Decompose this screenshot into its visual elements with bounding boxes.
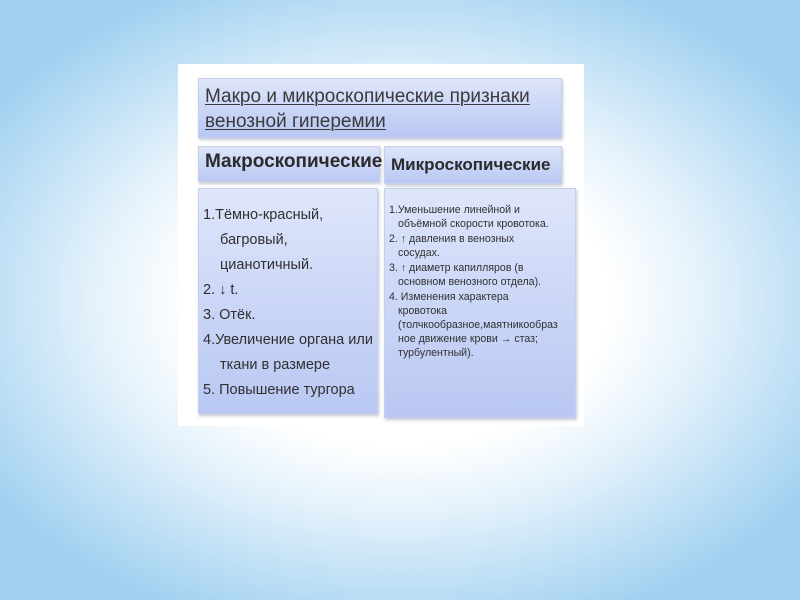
micro-item-1-line-2: объёмной скорости кровотока. <box>398 218 549 230</box>
micro-heading: Микроскопические <box>391 155 551 174</box>
macro-item-4-line-2: ткани в размере <box>220 357 331 373</box>
micro-item-2 <box>389 232 575 260</box>
micro-item-2-line-2: сосудах. <box>398 247 440 259</box>
macro-item-1-line-3: цианотичный. <box>220 257 314 273</box>
micro-item-4 <box>389 290 575 360</box>
micro-item-1 <box>389 203 575 231</box>
macro-item-4-line-1: 4.Увеличение органа или <box>203 332 373 348</box>
macro-heading-box <box>198 146 383 182</box>
macro-item-1-line-2: багровый, <box>220 232 288 248</box>
title-box <box>198 78 562 138</box>
slide-content <box>178 64 584 426</box>
micro-item-3-line-1: 3. ↑ диаметр капилляров (в <box>389 262 524 274</box>
micro-item-4-line-1: 4. Изменения характера <box>389 291 509 303</box>
macro-item-1-line-1: 1.Тёмно-красный, <box>203 207 324 223</box>
macro-item-1 <box>203 203 377 278</box>
micro-item-4-line-3: (толчкообразное,маятникообраз <box>398 319 558 331</box>
macro-heading: Макроскопические <box>205 151 383 172</box>
micro-item-3 <box>389 261 575 289</box>
macro-item-4 <box>203 328 377 378</box>
slide-title-line-2: венозной гиперемии <box>205 111 386 132</box>
macro-item-5: 5. Повышение тургора <box>203 382 355 398</box>
micro-heading-box <box>384 146 562 184</box>
micro-item-4-line-4: ное движение крови → стаз; <box>398 333 538 345</box>
micro-item-4-line-2: кровотока <box>398 305 447 317</box>
macro-list <box>198 188 378 414</box>
micro-item-3-line-2: основном венозного отдела). <box>398 276 542 288</box>
micro-list <box>384 188 576 418</box>
slide-title-line-1: Макро и микроскопические признаки <box>205 86 530 107</box>
macro-item-3: 3. Отёк. <box>203 307 256 323</box>
macro-item-2: 2. ↓ t. <box>203 282 239 298</box>
micro-item-4-line-5: турбулентный). <box>398 347 474 359</box>
micro-item-2-line-1: 2. ↑ давления в венозных <box>389 233 515 245</box>
micro-item-1-line-1: 1.Уменьшение линейной и <box>389 204 520 216</box>
